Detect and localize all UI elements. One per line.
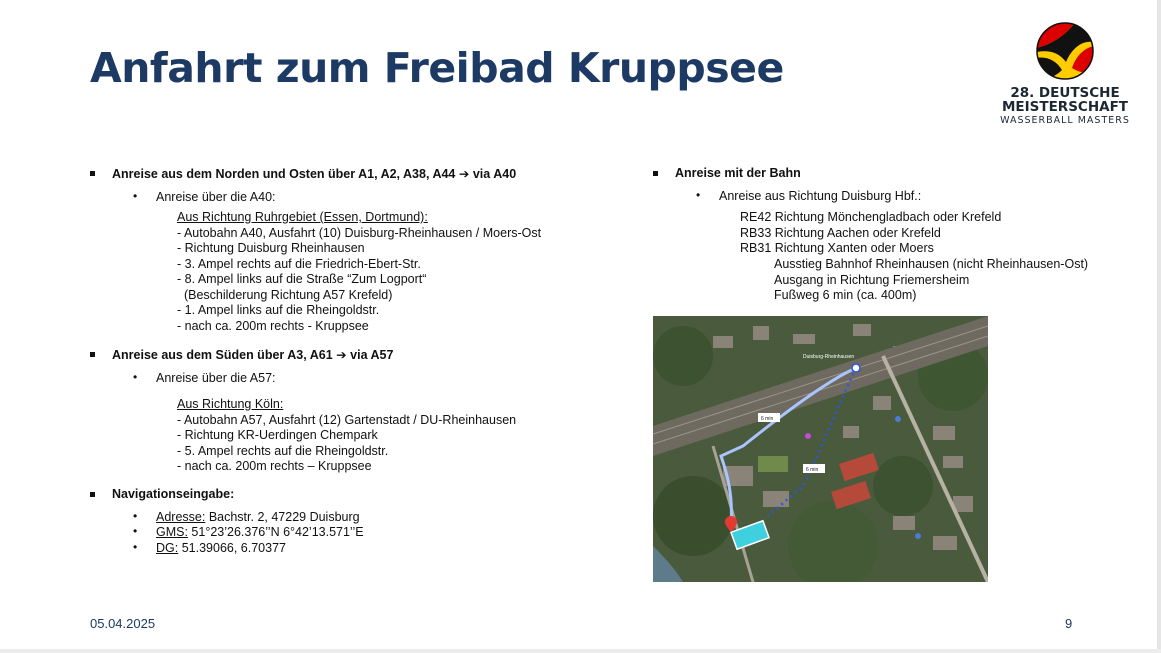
map-trees [653,476,733,556]
map-poi-icon [805,433,811,439]
aerial-route-map [653,316,988,582]
north-heading [90,166,516,183]
arrow-right-icon: ➔ [458,166,470,181]
south-step: - nach ca. 200m rechts – Kruppsee [177,459,372,473]
navi-address [90,510,364,526]
bullet-dot-icon: • [133,369,138,384]
water-polo-ball-icon [1036,22,1094,80]
navi-label: Adresse: [156,509,206,524]
car-directions-south [90,347,393,386]
train-note: Ausstieg Bahnhof Rheinhausen (nicht Rheinhausen-Ost) [774,257,1089,271]
north-direction: Aus Richtung Ruhrgebiet (Essen, Dortmund): [177,210,428,224]
navi-label: GMS: [156,525,188,539]
map-walk-label: 6 min [806,467,819,473]
north-step: - 8. Ampel links auf die Straße “Zum Logport“ [177,272,427,286]
north-step: - 1. Ampel links auf die Rheingoldstr. [177,303,380,317]
train-line: RE42 Richtung Mönchengladbach oder Krefeld [740,210,1002,224]
south-steps [177,397,516,475]
north-step: - nach ca. 200m rechts - Kruppsee [177,318,369,333]
south-step: - 5. Ampel rechts auf die Rheingoldstr. [177,443,389,458]
page-number: 9 [1065,616,1073,631]
south-step: - Autobahn A57, Ausfahrt (12) Gartenstadt / DU-Rheinhausen [177,412,517,427]
south-via: via A57 [350,348,394,362]
square-bullet-icon [653,171,658,176]
map-trees [873,456,933,516]
train-heading-text: Anreise mit der Bahn [675,166,801,180]
north-step: - Autobahn A40, Ausfahrt (10) Duisburg-Rheinhausen / Moers-Ost [177,225,542,240]
square-bullet-icon [90,171,95,176]
car-directions-north [90,166,516,205]
map-poi-icon [915,533,921,539]
slide-frame-bottom [0,649,1161,653]
south-heading [90,347,393,364]
navi-heading-text: Navigationseingabe: [112,487,235,501]
train-line: RB33 Richtung Aachen oder Krefeld [740,225,941,240]
south-heading-text: Anreise aus dem Süden über A3, A61 [112,348,333,362]
bullet-dot-icon: • [696,187,701,202]
train-note: Ausgang in Richtung Friemersheim [774,272,970,287]
train-line: RB31 Richtung Xanten oder Moers [740,241,934,255]
bullet-dot-icon: • [133,524,138,538]
logo-line-1: 28. DEUTSCHE [1010,85,1120,101]
train-sub-text: Anreise aus Richtung Duisburg Hbf.: [719,188,922,203]
south-step: - Richtung KR-Uerdingen Chempark [177,428,378,442]
navigation-input [90,487,364,556]
footer-date: 05.04.2025 [90,616,156,631]
south-sub-text: Anreise über die A57: [156,370,276,385]
page-title: Anfahrt zum Freibad Kruppsee [90,44,784,92]
south-direction: Aus Richtung Köln: [177,397,284,411]
north-step: - Richtung Duisburg Rheinhausen [177,241,365,255]
slide-frame-right [1157,0,1161,653]
bullet-dot-icon: • [133,188,138,203]
navi-value: 51.39066, 6.70377 [178,540,286,555]
navi-value: Bachstr. 2, 47229 Duisburg [205,509,360,524]
bullet-dot-icon: • [133,508,138,523]
map-field [758,456,788,472]
square-bullet-icon [90,492,95,497]
map-start-marker-icon [852,364,860,372]
north-steps [177,210,541,334]
train-note: Fußweg 6 min (ca. 400m) [774,288,917,302]
arrow-right-icon: ➔ [336,347,347,362]
map-trees [653,326,713,386]
north-sub-text: Anreise über die A40: [156,189,276,204]
navi-value: 51°23’26.376’’N 6°42’13.571’’E [187,525,364,539]
navi-gms [90,525,364,541]
event-logo [990,22,1140,126]
bullet-dot-icon: • [133,539,138,554]
map-station-label: Duisburg-Rheinhausen [803,354,855,360]
navi-label: DG: [156,540,179,555]
north-step: - 3. Ampel rechts auf die Friedrich-Ebert-Str. [177,256,421,271]
train-directions [653,166,921,204]
north-heading-text: Anreise aus dem Norden und Osten über A1, A2, A38, A44 [112,167,456,181]
map-poi-icon [895,416,901,422]
north-via: via A40 [472,167,517,181]
navi-dg [90,541,364,557]
train-lines [740,210,1001,257]
logo-line-3: WASSERBALL MASTERS [1000,115,1130,126]
south-sub [90,371,393,387]
navi-heading [90,487,364,503]
train-heading [653,166,921,182]
train-sub [653,189,921,205]
train-notes [774,257,1088,304]
north-step: (Beschilderung Richtung A57 Krefeld) [177,287,393,302]
square-bullet-icon [90,352,95,357]
north-sub [90,190,516,206]
map-walk-label: 6 min [761,416,774,422]
logo-line-2: MEISTERSCHAFT [1001,99,1129,115]
